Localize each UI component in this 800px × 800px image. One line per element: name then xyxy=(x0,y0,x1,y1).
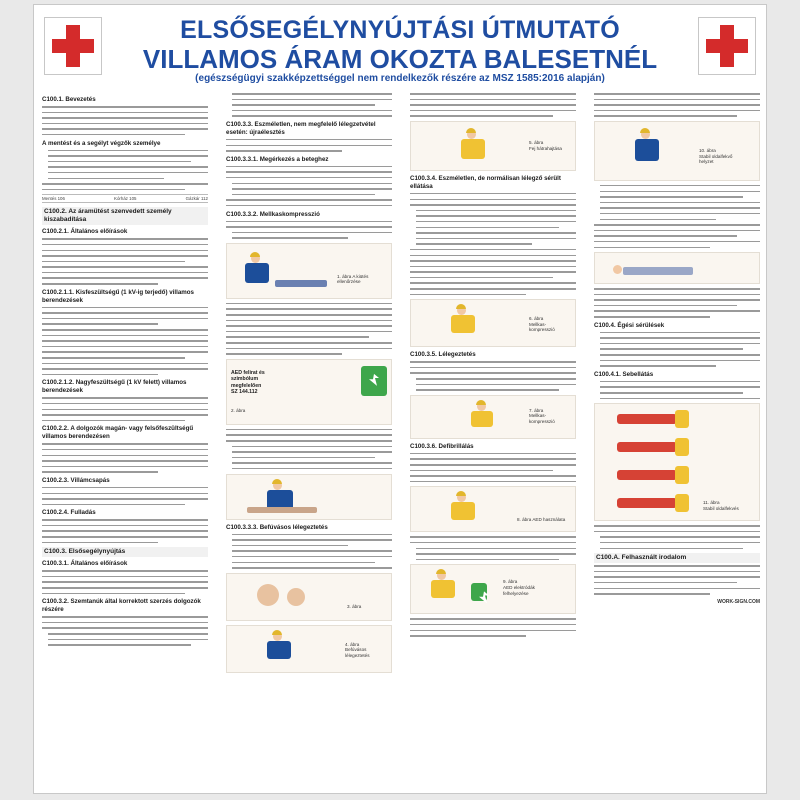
figure-caption: 10. ábra Stabil oldalfekvő helyzet xyxy=(699,147,733,165)
illustration-compression xyxy=(410,299,576,347)
section-heading: C100.2.1. Általános előírások xyxy=(42,228,128,236)
illustration-rescue-breath xyxy=(226,625,392,673)
illustration-lying-person xyxy=(594,252,760,284)
section-heading: C100.4.1. Sebellátás xyxy=(594,370,654,378)
illustration-check-breathing xyxy=(226,243,392,299)
illustration-recovery-position xyxy=(594,121,760,181)
figure-caption: 6. ábra Mellkas- kompresszió xyxy=(529,316,555,333)
illustration-hands-position xyxy=(226,573,392,621)
section-heading: C100.3.1. Általános előírások xyxy=(42,560,128,568)
section-heading: C100.2.4. Fulladás xyxy=(42,509,96,517)
section-heading: C100.2.1.1. Kisfeszültségű (1 kV-ig terjedő) villamos berendezések xyxy=(42,288,194,304)
illustration-aed-sign xyxy=(226,359,392,425)
illustration-chest-compression xyxy=(226,474,392,520)
figure-caption: 11. ábra Stabil oldalfekvés xyxy=(703,500,739,511)
figure-caption: 1. ábra A kiütés ellenőrzése xyxy=(337,273,369,285)
illustration-aed-use xyxy=(410,486,576,532)
section-heading: C100.3. Elsősegélynyújtás xyxy=(42,547,208,557)
illustration-head-tilt xyxy=(410,121,576,171)
figure-caption: 9. ábra AED elektródák felhelyezése xyxy=(503,579,535,596)
section-heading: C100.3.4. Eszméletlen, de normálisan lélegző sérült ellátása xyxy=(410,174,561,190)
figure-caption: 2. ábra xyxy=(231,407,246,413)
section-heading: C100.3.3.1. Megérkezés a beteghez xyxy=(226,155,329,163)
illustration-compression-2 xyxy=(410,395,576,439)
section-heading: C100.A. Felhasznált irodalom xyxy=(594,553,760,563)
figure-caption: 3. ábra xyxy=(347,603,362,609)
poster-title-line1: ELSŐSEGÉLYNYÚJTÁSI ÚTMUTATÓ xyxy=(180,16,620,44)
figure-caption: 7. ábra Mellkas- kompresszió xyxy=(529,407,555,424)
publisher-logo: WORK-SIGN.COM xyxy=(717,598,760,605)
illustration-recovery-steps xyxy=(594,403,760,521)
section-heading: C100.2.3. Villámcsapás xyxy=(42,476,110,484)
aed-icon xyxy=(361,366,387,396)
figure-caption: 5. ábra Fej hátrahajtása xyxy=(529,139,562,151)
figure-caption: 4. ábra Befúvásos lélegeztetés xyxy=(345,641,370,658)
section-heading: A mentést és a segélyt végzők személye xyxy=(42,139,161,147)
section-heading: C100.2.2. A dolgozók magán- vagy felsőfeszültségű villamos berendezésen xyxy=(42,425,194,441)
column-4 xyxy=(594,93,760,785)
section-heading: C100.3.3.2. Mellkaskompresszió xyxy=(226,210,320,218)
poster-title-line2: VILLAMOS ÁRAM OKOZTA BALESETNÉL xyxy=(142,44,658,74)
section-heading: C100.3.6. Defibrillálás xyxy=(410,442,474,450)
emergency-numbers-table: Mentés 106 Kórház 105 Gázkár 112 xyxy=(42,196,208,202)
aed-icon xyxy=(471,583,487,601)
section-heading: C100.2. Az áramütést szenvedett személy kiszabadítása xyxy=(42,207,208,225)
figure-caption: 8. ábra AED használata xyxy=(517,517,566,523)
section-heading: C100.4. Égési sérülések xyxy=(594,321,665,329)
section-heading: C100.3.3.3. Befúvásos lélegeztetés xyxy=(226,523,328,531)
section-heading: C100.3.5. Lélegeztetés xyxy=(410,351,476,359)
aed-sign-label: AED felirat és szimbólum megfelelően SZ 144.112 xyxy=(231,369,265,396)
illustration-aed-pads xyxy=(410,564,576,614)
section-heading: C100.3.2. Szemtanúk által korrektott szerzés dolgozók részére xyxy=(42,598,201,614)
column-3 xyxy=(410,93,576,785)
poster-subtitle: (egészségügyi szakképzettséggel nem rendelkezők részére az MSZ 1585:2016 alapján) xyxy=(195,73,605,84)
column-2 xyxy=(226,93,392,785)
section-heading: C100.2.1.2. Nagyfeszültségű (1 kV felett) villamos berendezések xyxy=(42,379,187,395)
section-heading: C100.1. Bevezetés xyxy=(42,96,96,103)
section-heading: C100.3.3. Eszméletlen, nem megfelelő lélegzetvétel esetén: újraélesztés xyxy=(226,120,376,136)
column-1 xyxy=(42,93,208,785)
first-aid-poster xyxy=(33,4,767,794)
